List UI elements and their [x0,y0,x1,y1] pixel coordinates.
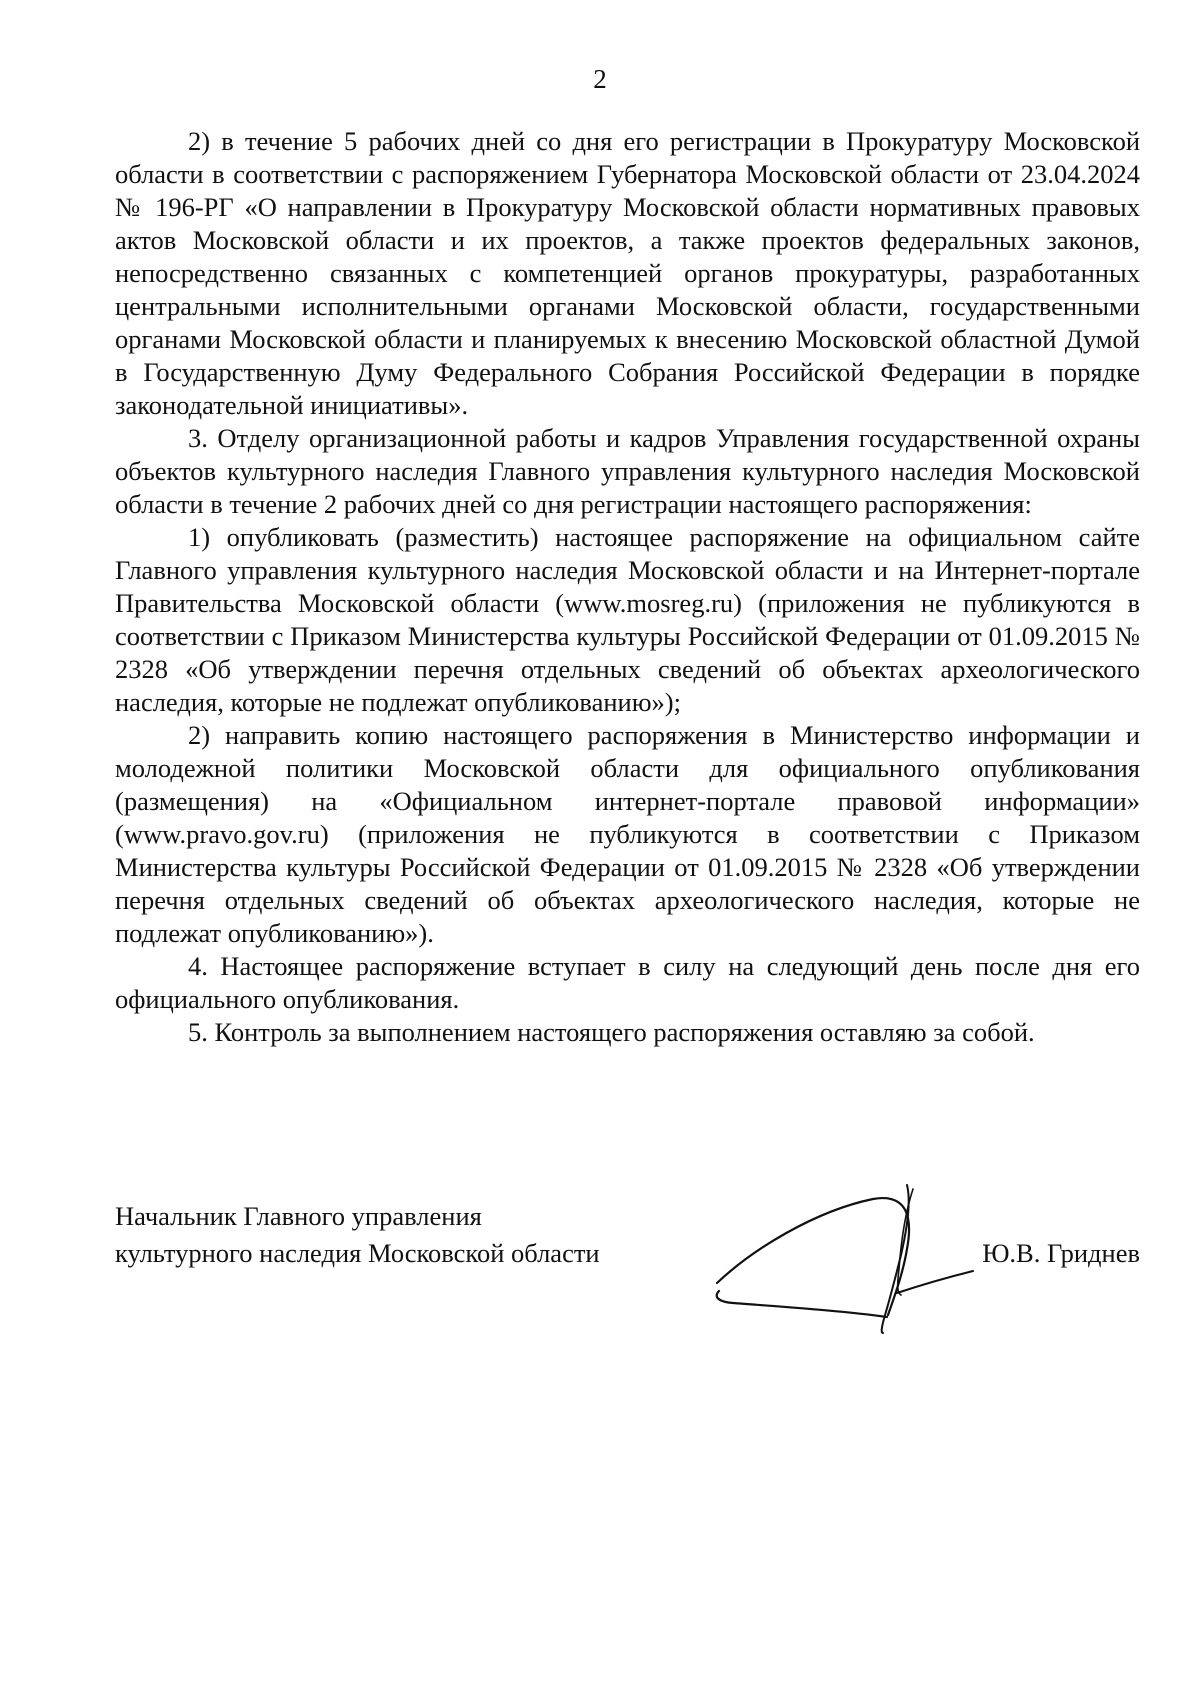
page-number: 2 [593,64,607,94]
paragraph-item-2-prosecutor: 2) в течение 5 рабочих дней со дня его регистрации в Прокуратуру Московской области в соответствии с распоряжением Губернатора Московской области от 23.04.2024 № 196-РГ «О направлении в Прокуратуру Московской области нормативных правовых актов Московской области и их проектов, а также проектов федеральных законов, непосредственно связанных с компетенцией органов прокуратуры, разработанных центральными исполнительными органами Московской области, государственными органами Московской области и планируемых к внесению Московской областной Думой в Государственную Думу Федерального Собрания Российской Федерации в порядке законодательной инициативы». [115,126,1140,420]
signatory-title [115,1198,600,1272]
document-body [115,125,1140,1049]
paragraph-5-control: 5. Контроль за выполнением настоящего распоряжения оставляю за собой. [188,1017,1035,1047]
signatory-title-line-1: Начальник Главного управления [115,1201,482,1231]
signatory-title-line-2: культурного наследия Московской области [115,1238,600,1268]
paragraph-4-effective-date: 4. Настоящее распоряжение вступает в силу на следующий день после дня его официального опубликования. [115,951,1140,1014]
handwritten-signature [645,1183,985,1343]
signatory-name: Ю.В. Гриднев [982,1238,1140,1268]
paragraph-3-department-task: 3. Отделу организационной работы и кадров Управления государственной охраны объектов культурного наследия Главного управления культурного наследия Московской области в течение 2 рабочих дней со дня регистрации настоящего распоряжения: [115,423,1140,519]
paragraph-item-1-publish: 1) опубликовать (разместить) настоящее распоряжение на официальном сайте Главного управления культурного наследия Московской области и на Интернет-портале Правительства Московской области (www.mosreg.ru) (приложения не публикуются в соответствии с Приказом Министерства культуры Российской Федерации от 01.09.2015 № 2328 «Об утверждении перечня отдельных сведений об объектах археологического наследия, которые не подлежат опубликованию»); [115,522,1140,717]
paragraph-item-2-send-copy: 2) направить копию настоящего распоряжения в Министерство информации и молодежной политики Московской области для официального опубликования (размещения) на «Официальном интернет-портале правовой информации» (www.pravo.gov.ru) (приложения не публикуются в соответствии с Приказом Министерства культуры Российской Федерации от 01.09.2015 № 2328 «Об утверждении перечня отдельных сведений об объектах археологического наследия, которые не подлежат опубликованию»). [115,720,1140,948]
signature-block [115,1198,1140,1338]
